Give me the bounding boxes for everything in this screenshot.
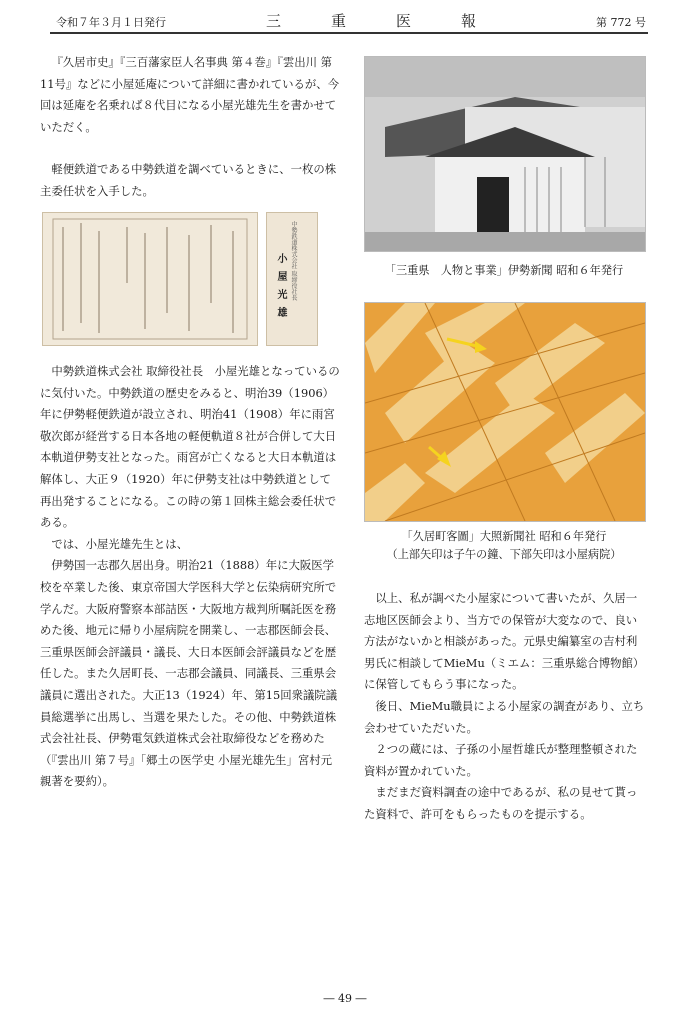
proxy-building-illustration <box>365 57 645 251</box>
map-caption-line2: （上部矢印は子午の鐘、下部矢印は小屋病院） <box>386 548 622 561</box>
body-paragraph: 以上、私が調べた小屋家について書いたが、久居一志地区医師会より、当方での保管が大変なので、良い方法がないかと相談があった。元県史編纂室の吉村利男氏に相談してMieMu（ミエム：三重県総合博物館）に保管してもらう事になった。 <box>364 591 645 692</box>
body-paragraph: では、小屋光雄先生とは、 <box>51 536 189 551</box>
title-char: 重 <box>330 12 346 30</box>
publication-title <box>266 10 476 31</box>
left-body <box>40 361 340 793</box>
page-number: ― 49 ― <box>323 992 367 1005</box>
intro-paragraph: 軽便鉄道である中勢鉄道を調べているときに、一枚の株主委任状を入手した。 <box>40 162 337 198</box>
slip-company-text: 中勢鉄道株式会社 取締役社長 <box>290 221 297 301</box>
slip-name-text: 小屋光雄 <box>275 253 286 325</box>
intro-paragraph: 『久居市史』『三百藩家臣人名事典 第４巻』『雲出川 第11号』などに小屋延庵について詳細に書かれているが、今回は延庵を名乗れば８代目になる小屋光雄先生を書かせていただく。 <box>40 55 340 134</box>
proxy-map-illustration <box>365 303 645 521</box>
body-paragraph: まだまだ資料調査の途中であるが、私の見せて貰った資料で、許可をもらったものを提示する。 <box>364 785 638 821</box>
map-caption-line1: 「久居町客圖」大照新聞社 昭和６年発行 <box>401 530 607 543</box>
title-char: 三 <box>266 12 282 30</box>
issue-number: 第 772 号 <box>596 16 646 29</box>
body-paragraph: 後日、MieMu職員による小屋家の調査があり、立ち会わせていただいた。 <box>364 698 645 735</box>
proxy-building-photo <box>364 56 646 252</box>
title-char: 報 <box>460 12 476 30</box>
body-paragraph: 伊勢国一志郡久居出身。明治21（1888）年に大阪医学校を卒業した後、東京帝国大学医科大学と伝染病研究所で学んだ。大阪府警察本部詰医・大阪地方裁判所嘱託医を務めた後、地元に帰り小屋病院を開業し、一志郡医師会長、三重県医師会評議員・議長、大日本医師会評議員などを歴任した。また久居町長、一志郡会議員、同議長、三重県会議員に選出された。大正13（1924）年、第15回衆議院議員総選挙に出馬し、当選を果たした。その他、中勢鉄道株式会社社長、伊勢電気鉄道株式会社取締役などを務めた（『雲出川 第７号』「郷土の医学史 小屋光雄先生」宮村元親著を要約）。 <box>40 558 338 789</box>
body-paragraph: ２つの蔵には、子孫の小屋哲雄氏が整理整頓された資料が置かれていた。 <box>364 742 638 778</box>
right-body <box>364 588 646 826</box>
proxy-town-map <box>364 302 646 522</box>
map-caption <box>364 528 644 564</box>
intro-text <box>40 52 340 203</box>
proxy-name-slip <box>266 212 318 346</box>
header-divider <box>50 32 648 34</box>
page-header <box>56 10 646 32</box>
photo-caption: 「三重県 人物と事業」伊勢新聞 昭和６年発行 <box>384 264 624 277</box>
title-char: 医 <box>395 12 411 30</box>
issue-date: 令和７年３月１日発行 <box>56 16 166 29</box>
body-paragraph: 中勢鉄道株式会社 取締役社長 小屋光雄となっているのに気付いた。中勢鉄道の歴史をみると、明治39（1906）年に伊勢軽便鉄道が設立され、明治41（1908）年に雨宮敬次郎が経営する日本各地の軽便軌道８社が合併して大日本軌道伊勢支社となった。雨宮が亡くなると大日本軌道は解体し、大正９（1920）年に伊勢支社は中勢鉄道として再出発することになる。この時の第１回株主総会委任状である。 <box>40 364 340 530</box>
proxy-document-image <box>42 212 258 346</box>
proxy-document-illustration <box>43 213 257 345</box>
